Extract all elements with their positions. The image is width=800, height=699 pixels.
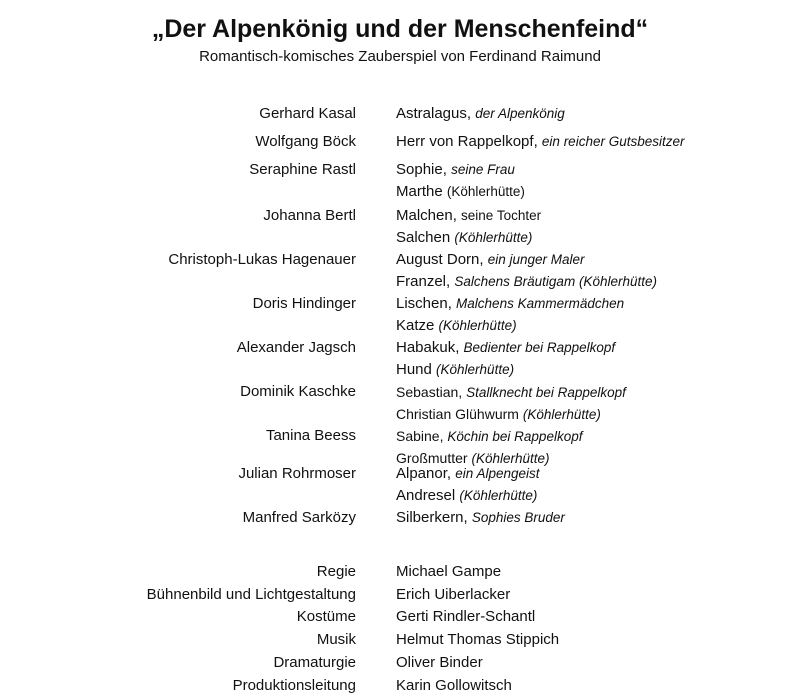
role-separator: , [452, 207, 462, 224]
role-name: Malchen [396, 207, 453, 224]
role-name: Salchen [396, 229, 451, 246]
role-separator: , [466, 105, 476, 122]
role-name: Astralagus [396, 105, 467, 122]
crew-role-label: Dramaturgie [273, 654, 356, 671]
crew-role-label: Regie [316, 563, 356, 580]
role-separator: , [447, 295, 457, 312]
role-list [396, 294, 624, 338]
role-name: Hund [396, 361, 432, 378]
role-name: Sabine [396, 428, 440, 444]
role-line [396, 250, 657, 272]
role-line [396, 206, 541, 228]
role-list [396, 160, 525, 204]
role-line [396, 104, 565, 126]
role-separator: , [479, 251, 488, 268]
role-name: Andresel [396, 487, 456, 504]
role-description: Salchens Bräutigam (Köhlerhütte) [454, 274, 657, 289]
role-line [396, 272, 657, 294]
role-name: Christian Glühwurm [396, 406, 519, 422]
role-description: der Alpenkönig [475, 106, 565, 121]
role-name: Katze [396, 317, 435, 334]
crew-role-label: Musik [316, 631, 356, 648]
role-line [396, 338, 615, 360]
role-line [396, 360, 615, 382]
role-name: Herr von Rappelkopf [396, 133, 534, 150]
crew-person-name: Helmut Thomas Stippich [396, 631, 560, 648]
actor-name: Christoph-Lukas Hagenauer [168, 251, 356, 268]
role-line [396, 294, 624, 316]
role-list [396, 508, 565, 530]
role-line [396, 464, 540, 486]
role-line [396, 508, 565, 530]
role-list [396, 132, 684, 154]
role-name: Franzel [396, 273, 447, 290]
role-name: Alpanor [396, 465, 447, 482]
role-name: Großmutter [396, 450, 468, 466]
role-list [396, 464, 540, 508]
actor-name: Seraphine Rastl [249, 161, 356, 178]
actor-name: Julian Rohrmoser [238, 465, 356, 482]
role-name: Sophie [396, 161, 443, 178]
role-description: Köchin bei Rappelkopf [447, 429, 583, 444]
role-description: seine Frau [451, 162, 515, 177]
role-name: Habakuk [396, 339, 456, 356]
role-description: (Köhlerhütte) [454, 230, 533, 245]
role-separator: , [439, 428, 448, 444]
role-separator: , [458, 384, 467, 400]
page-subtitle: Romantisch-komisches Zauberspiel von Ferdinand Raimund [199, 48, 601, 65]
role-description: Stallknecht bei Rappelkopf [466, 385, 626, 400]
role-description: (Köhlerhütte) [446, 184, 525, 199]
role-name: Lischen [396, 295, 448, 312]
actor-name: Manfred Sarközy [242, 509, 356, 526]
role-list [396, 382, 626, 426]
role-description: Malchens Kammermädchen [456, 296, 625, 311]
role-line [396, 426, 582, 448]
crew-role-label: Produktionsleitung [232, 677, 356, 694]
role-separator: , [446, 273, 455, 290]
actor-name: Johanna Bertl [263, 207, 356, 224]
crew-person-name: Michael Gampe [396, 563, 502, 580]
actor-name: Doris Hindinger [252, 295, 356, 312]
role-line [396, 404, 626, 426]
role-line [396, 486, 540, 508]
role-description: ein junger Maler [487, 252, 585, 267]
actor-name: Gerhard Kasal [259, 105, 356, 122]
actor-name: Wolfgang Böck [255, 133, 356, 150]
crew-person-name: Oliver Binder [396, 654, 483, 671]
page-title: „Der Alpenkönig und der Menschenfeind“ [151, 15, 649, 43]
role-list [396, 104, 565, 126]
role-name: Sebastian [396, 384, 459, 400]
role-separator: , [442, 161, 452, 178]
role-description: ein Alpengeist [455, 466, 540, 481]
role-list [396, 206, 541, 250]
crew-person-name: Karin Gollowitsch [396, 677, 512, 694]
role-line [396, 228, 541, 250]
role-name: Silberkern [396, 509, 464, 526]
role-name: August Dorn [396, 251, 480, 268]
role-description: (Köhlerhütte) [438, 318, 517, 333]
role-line [396, 382, 626, 404]
actor-name: Tanina Beess [265, 427, 356, 444]
role-name: Marthe [396, 183, 443, 200]
role-line [396, 182, 525, 204]
role-description: ein reicher Gutsbesitzer [541, 134, 685, 149]
crew-person-name: Gerti Rindler-Schantl [396, 608, 536, 625]
crew-role-label: Kostüme [296, 608, 356, 625]
crew-role-label: Bühnenbild und Lichtgestaltung [146, 586, 356, 603]
actor-name: Alexander Jagsch [236, 339, 356, 356]
role-line [396, 316, 624, 338]
role-description: Bedienter bei Rappelkopf [463, 340, 616, 355]
crew-person-name: Erich Uiberlacker [396, 586, 511, 603]
role-description: (Köhlerhütte) [522, 407, 601, 422]
role-list [396, 250, 657, 294]
role-separator: , [455, 339, 464, 356]
role-separator: , [463, 509, 472, 526]
role-list [396, 338, 615, 382]
role-line [396, 132, 684, 154]
role-description: seine Tochter [461, 208, 542, 223]
role-separator: , [533, 133, 542, 150]
role-line [396, 160, 525, 182]
role-description: (Köhlerhütte) [436, 362, 515, 377]
actor-name: Dominik Kaschke [240, 383, 356, 400]
role-description: (Köhlerhütte) [471, 451, 550, 466]
role-separator: , [446, 465, 456, 482]
role-description: (Köhlerhütte) [459, 488, 538, 503]
role-description: Sophies Bruder [471, 510, 565, 525]
